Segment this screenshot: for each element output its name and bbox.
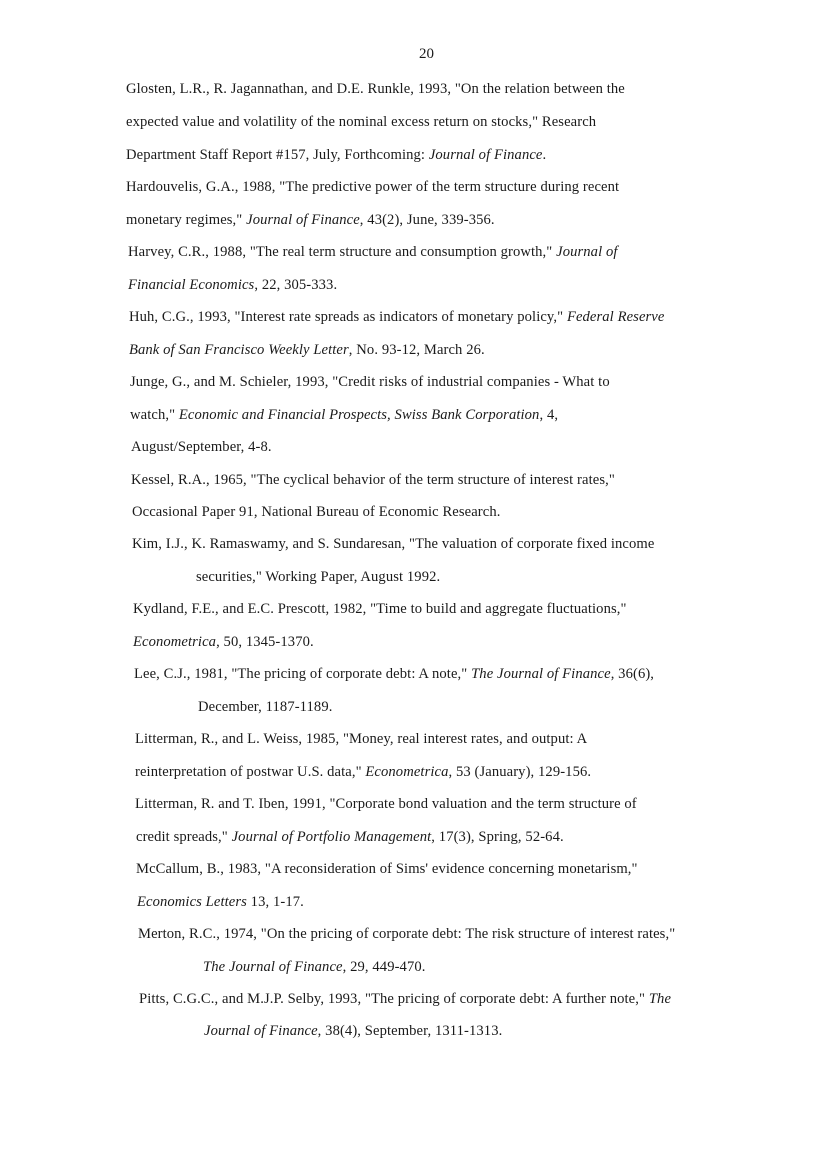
italic-text: Federal Reserve — [566, 309, 665, 325]
italic-text: Economics Letters — [137, 894, 247, 910]
italic-text: Bank of San Francisco Weekly Letter — [129, 342, 349, 358]
italic-text: Journal of Finance — [246, 212, 360, 228]
text-segment: watch," — [130, 407, 179, 423]
text-segment: Litterman, R. and T. Iben, 1991, "Corporate bond valuation and the term structure of — [135, 796, 637, 812]
text-segment: Pitts, C.G.C., and M.J.P. Selby, 1993, "The pricing of corporate debt: A further note," — [139, 991, 649, 1007]
reference-line — [133, 633, 314, 651]
reference-line — [128, 276, 337, 294]
text-segment: , 53 (January), 129-156. — [448, 764, 592, 780]
text-segment: McCallum, B., 1983, "A reconsideration of Sims' evidence concerning monetarism," — [136, 861, 638, 877]
text-segment: Department Staff Report #157, July, Forthcoming: — [126, 147, 429, 163]
reference-line — [135, 730, 587, 748]
reference-line — [137, 893, 304, 911]
text-segment: , No. 93-12, March 26. — [348, 342, 485, 358]
reference-line — [129, 308, 664, 326]
reference-line — [204, 1022, 502, 1040]
italic-text: The — [648, 991, 672, 1007]
italic-text: Economic and Financial Prospects, Swiss Bank Corporation — [178, 407, 540, 423]
reference-line — [136, 828, 564, 846]
text-segment: Merton, R.C., 1974, "On the pricing of corporate debt: The risk structure of interest rates," — [138, 926, 676, 942]
reference-line — [126, 178, 619, 196]
text-segment: , 4, — [539, 407, 559, 423]
text-segment: Huh, C.G., 1993, "Interest rate spreads as indicators of monetary policy," — [129, 309, 567, 325]
text-segment: 13, 1-17. — [246, 894, 304, 910]
italic-text: The Journal of Finance — [471, 666, 611, 682]
italic-text: Econometrica — [133, 634, 217, 650]
text-segment: securities," Working Paper, August 1992. — [196, 569, 441, 585]
text-segment: , 43(2), June, 339-356. — [359, 212, 495, 228]
text-segment: Lee, C.J., 1981, "The pricing of corporate debt: A note," — [134, 666, 472, 682]
text-segment: Kydland, F.E., and E.C. Prescott, 1982, "Time to build and aggregate fluctuations," — [133, 601, 627, 617]
reference-line — [126, 211, 495, 229]
italic-text: Journal of Portfolio Management — [231, 829, 432, 845]
text-segment: , 29, 449-470. — [342, 959, 426, 975]
reference-line — [132, 503, 500, 521]
text-segment: Junge, G., and M. Schieler, 1993, "Credit risks of industrial companies - What to — [130, 374, 610, 390]
text-segment: Kessel, R.A., 1965, "The cyclical behavior of the term structure of interest rates," — [131, 472, 615, 488]
reference-line — [196, 568, 440, 586]
text-segment: reinterpretation of postwar U.S. data," — [135, 764, 366, 780]
text-segment: , 50, 1345-1370. — [216, 634, 314, 650]
italic-text: Financial Economics — [128, 277, 255, 293]
reference-line — [135, 795, 637, 813]
reference-line — [134, 665, 654, 683]
italic-text: The Journal of Finance — [203, 959, 343, 975]
text-segment: , 22, 305-333. — [254, 277, 338, 293]
reference-line — [133, 600, 627, 618]
text-segment: Glosten, L.R., R. Jagannathan, and D.E. Runkle, 1993, "On the relation between the — [126, 81, 625, 97]
reference-line — [126, 146, 546, 164]
reference-line — [138, 925, 675, 943]
reference-line — [130, 406, 558, 424]
text-segment: . — [542, 147, 547, 163]
text-segment: Kim, I.J., K. Ramaswamy, and S. Sundaresan, "The valuation of corporate fixed income — [132, 536, 655, 552]
reference-line — [126, 113, 596, 131]
reference-line — [135, 763, 591, 781]
text-segment: August/September, 4-8. — [131, 439, 272, 455]
text-segment: Hardouvelis, G.A., 1988, "The predictive power of the term structure during recent — [126, 179, 620, 195]
text-segment: , 38(4), September, 1311-1313. — [317, 1023, 503, 1039]
page-number: 20 — [419, 46, 434, 62]
reference-line — [139, 990, 671, 1008]
italic-text: Journal of Finance — [204, 1023, 318, 1039]
text-segment: December, 1187-1189. — [198, 699, 333, 715]
reference-line — [129, 341, 485, 359]
text-segment: , 17(3), Spring, 52-64. — [431, 829, 564, 845]
reference-line — [126, 80, 625, 98]
text-segment: monetary regimes," — [126, 212, 247, 228]
reference-line — [130, 373, 610, 391]
text-segment: expected value and volatility of the nominal excess return on stocks," Research — [126, 114, 597, 130]
text-segment: Occasional Paper 91, National Bureau of Economic Research. — [132, 504, 501, 520]
reference-line — [128, 243, 618, 261]
italic-text: Journal of — [556, 244, 618, 260]
reference-line — [131, 438, 272, 456]
reference-line — [198, 698, 332, 716]
italic-text: Journal of Finance — [428, 147, 543, 163]
reference-line — [136, 860, 638, 878]
reference-line — [132, 535, 654, 553]
text-segment: Harvey, C.R., 1988, "The real term structure and consumption growth," — [128, 244, 557, 260]
text-segment: credit spreads," — [136, 829, 232, 845]
italic-text: Econometrica — [365, 764, 449, 780]
reference-line — [131, 471, 615, 489]
text-segment: Litterman, R., and L. Weiss, 1985, "Money, real interest rates, and output: A — [135, 731, 588, 747]
text-segment: , 36(6), — [610, 666, 655, 682]
reference-line — [203, 958, 426, 976]
